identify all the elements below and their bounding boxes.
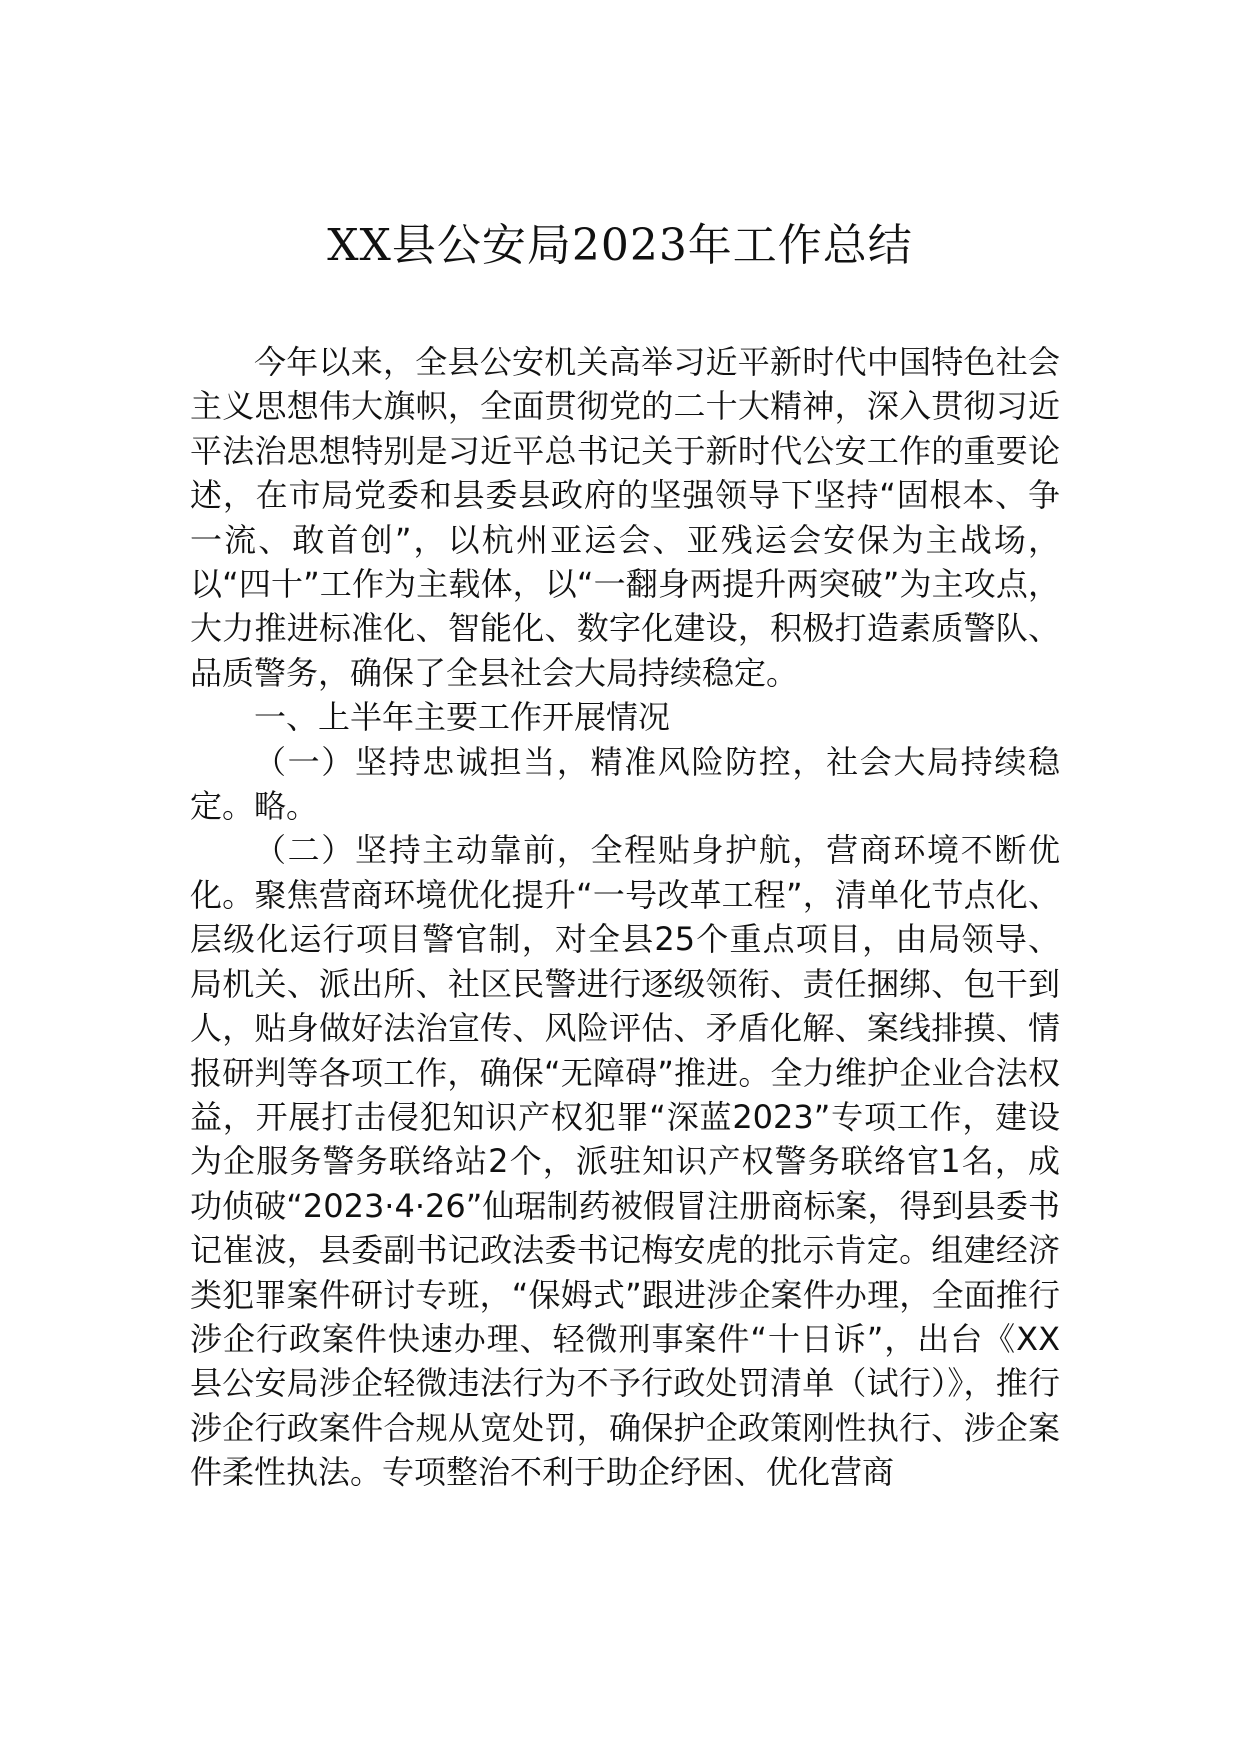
document-title: XX县公安局2023年工作总结 — [327, 220, 913, 271]
paragraph-intro: 今年以来，全县公安机关高举习近平新时代中国特色社会主义思想伟大旗帜，全面贯彻党的二十大精神，深入贯彻习近平法治思想特别是习近平总书记关于新时代公安工作的重要论述，在市局党委和县委县政府的坚强领导下坚持“固根本、争一流、敢首创”，以杭州亚运会、亚残运会安保为主战场，以“四十”工作为主载体，以“一翻身两提升两突破”为主攻点，大力推进标准化、智能化、数字化建设，积极打造素质警队、品质警务，确保了全县社会大局持续稳定。 — [190, 343, 1060, 692]
subsection-2: （二）坚持主动靠前，全程贴身护航，营商环境不断优化。聚焦营商环境优化提升“一号改革工程”，清单化节点化、层级化运行项目警官制，对全县25个重点项目，由局领导、局机关、派出所、社区民警进行逐级领衔、责任捆绑、包干到人，贴身做好法治宣传、风险评估、矛盾化解、案线排摸、情报研判等各项工作，确保“无障碍”推进。全力维护企业合法权益，开展打击侵犯知识产权犯罪“深蓝2023”专项工作，建设为企服务警务联络站2个，派驻知识产权警务联络官1名，成功侦破“2023·4·26”仙琚制药被假冒注册商标案，得到县委书记崔波，县委副书记政法委书记梅安虎的批示肯定。组建经济类犯罪案件研讨专班，“保姆式”跟进涉企案件办理，全面推行涉企行政案件快速办理、轻微刑事案件“十日诉”，出台《XX县公安局涉企轻微违法行为不予行政处罚清单（试行）》，推行涉企行政案件合规从宽处罚，确保护企政策刚性执行、涉企案件柔性执法。专项整治不利于助企纾困、优化营商 — [190, 831, 1060, 1492]
subsection-1: （一）坚持忠诚担当，精准风险防控，社会大局持续稳定。略。 — [190, 742, 1060, 826]
document-body — [190, 340, 1060, 1495]
section-heading-1: 一、上半年主要工作开展情况 — [254, 698, 671, 737]
